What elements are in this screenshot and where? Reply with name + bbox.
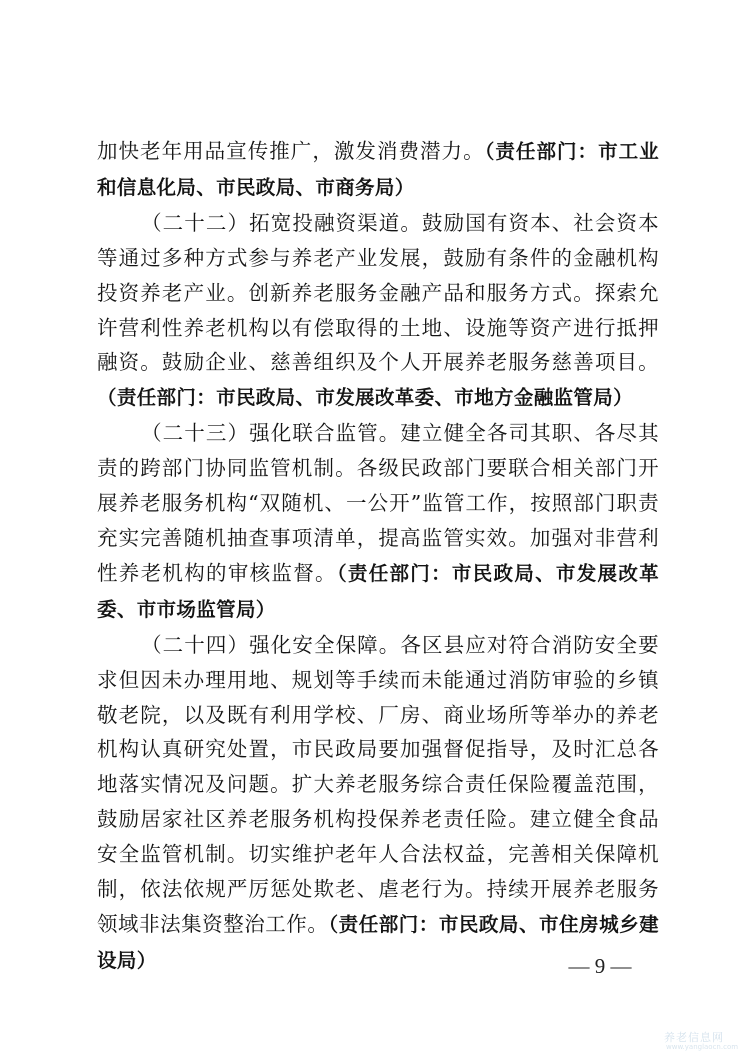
- paragraph-3: [97, 416, 659, 627]
- paragraph-1-text: 加快老年用品宣传推广，激发消费潜力。: [97, 139, 485, 163]
- watermark-url: www.yanglaocn.com: [666, 1043, 739, 1051]
- paragraph-3-responsibility: （责任部门：市民政局、市发展改革委、市市场监管局）: [97, 561, 659, 621]
- paragraph-2-text: （二十二）拓宽投融资渠道。鼓励国有资本、社会资本等通过多种方式参与养老产业发展，鼓励有条件的金融机构投资养老产业。创新养老服务金融产品和服务方式。探索允许营利性养老机构以有偿取得的土地、设施等资产进行抵押融资。鼓励企业、慈善组织及个人开展养老服务慈善项目。: [97, 210, 659, 375]
- paragraph-4-responsibility: （责任部门：市民政局、市住房城乡建设局）: [97, 912, 660, 972]
- watermark: [660, 1026, 750, 1056]
- watermark-name: 养老信息网: [664, 1031, 724, 1044]
- paragraph-1-responsibility: （责任部门：市工业和信息化局、市民政局、市商务局）: [97, 140, 659, 199]
- paragraph-4: [97, 628, 659, 979]
- document-body: [97, 134, 659, 979]
- paragraph-3-text: （二十三）强化联合监管。建立健全各司其职、各尽其责的跨部门协同监管机制。各级民政部门要联合相关部门开展养老服务机构“双随机、一公开”监管工作，按照部门职责充实完善随机抽查事项清单，提高监管实效。加强对非营利性养老机构的审核监督。: [97, 421, 659, 585]
- paragraph-1: [97, 134, 659, 206]
- page-number: — 9 —: [568, 954, 632, 978]
- paragraph-4-text: （二十四）强化安全保障。各区县应对符合消防安全要求但因未办理用地、规划等手续而未能通过消防审验的乡镇敬老院，以及既有利用学校、厂房、商业场所等举办的养老机构认真研究处置，市民政局要加强督促指导，及时汇总各地落实情况及问题。扩大养老服务综合责任保险覆盖范围，鼓励居家社区养老服务机构投保养老责任险。建立健全食品安全监管机制。切实维护老年人合法权益，完善相关保障机制，依法依规严厉惩处欺老、虐老行为。持续开展养老服务领域非法集资整治工作。: [97, 632, 659, 936]
- paragraph-2-responsibility: （责任部门：市民政局、市发展改革委、市地方金融监管局）: [97, 386, 633, 410]
- paragraph-2: [97, 206, 659, 416]
